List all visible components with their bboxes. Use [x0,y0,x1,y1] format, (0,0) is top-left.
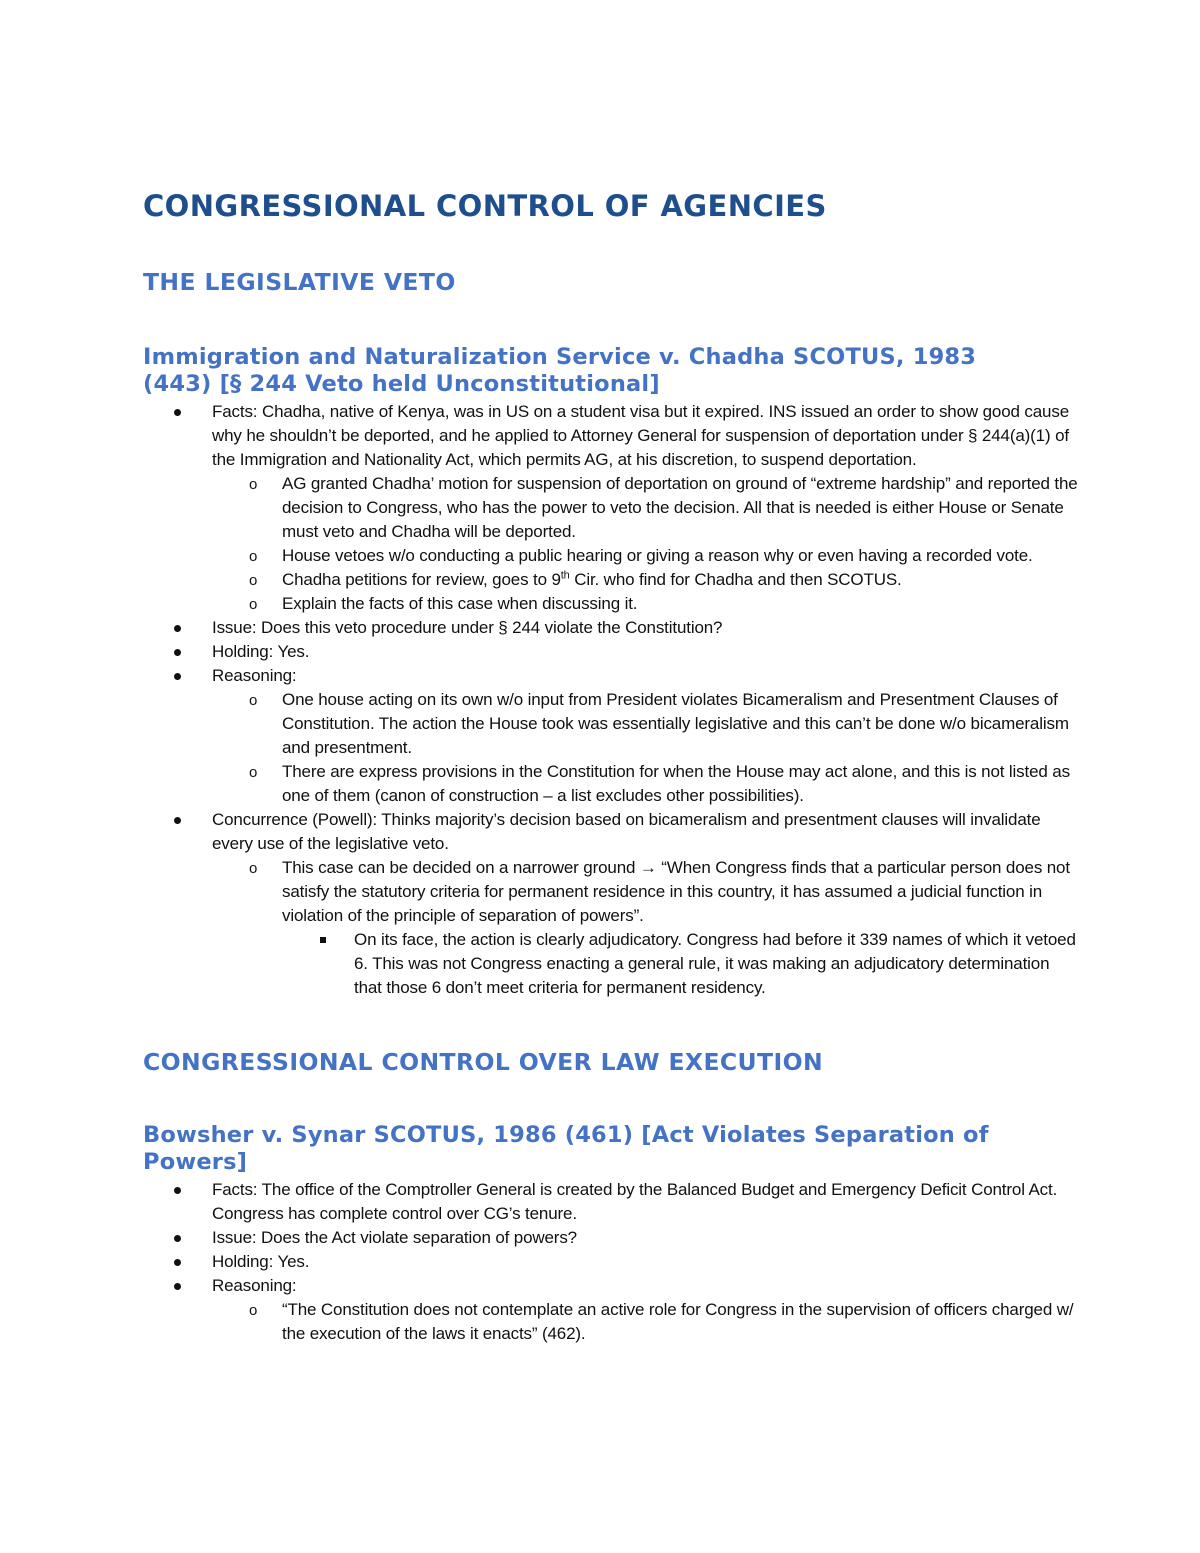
reasoning-sub-text: There are express provisions in the Constitution for when the House may act alone, and this is not listed as one of them (canon of construction – a list excludes other possibilities). [282,762,1070,805]
case-title-line2: (443) [§ 244 Veto held Unconstitutional] [143,371,660,397]
bullet-dot [174,1235,181,1242]
facts-sub-text: House vetoes w/o conducting a public hearing or giving a reason why or even having a recorded vote. [282,546,1033,565]
bullet-dot [174,1259,181,1266]
bullet-circle: o [249,476,258,493]
concurrence-sub-text: This case can be decided on a narrower ground → “When Congress finds that a particular person does not satisfy the statutory criteria for permanent residence in this country, it has assumed a judicial function in violation of the principle of separation of powers”. [282,858,1070,925]
list-item-concurrence-subsub [143,928,1080,1000]
case-title-chadha [143,344,1080,398]
list-item-concurrence-sub [143,856,1080,928]
list-item-facts-sub [143,544,1080,568]
issue-text: Issue: Does the Act violate separation of powers? [212,1228,577,1247]
list-item-issue [143,616,1080,640]
list-item-facts [143,400,1080,472]
bullet-circle: o [249,596,258,613]
bullet-dot [174,1187,181,1194]
list-item-reasoning-sub [143,760,1080,808]
case-title-line1: Bowsher v. Synar SCOTUS, 1986 (461) [Act Violates Separation of [143,1122,989,1148]
list-item-issue [143,1226,1080,1250]
case-title-line2: Powers] [143,1149,248,1175]
bullet-dot [174,625,181,632]
reasoning-sub-text: “The Constitution does not contemplate an active role for Congress in the supervision of officers charged w/ the execution of the laws it enacts” (462). [282,1300,1074,1343]
issue-text: Issue: Does this veto procedure under § 244 violate the Constitution? [212,618,723,637]
bullet-circle: o [249,692,258,709]
list-item-reasoning [143,664,1080,688]
section-heading-law-execution: CONGRESSIONAL CONTROL OVER LAW EXECUTION [143,1048,824,1076]
case-title-bowsher [143,1122,1080,1176]
bowsher-outline [143,1178,1080,1346]
bullet-circle: o [249,860,258,877]
chadha-outline [143,400,1080,1000]
case-title-line1: Immigration and Naturalization Service v. Chadha SCOTUS, 1983 [143,344,977,370]
list-item-facts-sub [143,568,1080,592]
facts-text: Facts: The office of the Comptroller General is created by the Balanced Budget and Emergency Deficit Control Act. Congress has complete control over CG’s tenure. [212,1180,1058,1223]
facts-sub-text: Explain the facts of this case when discussing it. [282,594,638,613]
document-title: CONGRESSIONAL CONTROL OF AGENCIES [143,189,827,223]
bullet-circle: o [249,764,258,781]
concurrence-subsub-text: On its face, the action is clearly adjudicatory. Congress had before it 339 names of which it vetoed 6. This was not Congress enacting a general rule, it was making an adjudicatory determination that those 6 don’t meet criteria for permanent residency. [354,930,1076,997]
bullet-dot [174,817,181,824]
reasoning-text: Reasoning: [212,666,297,685]
facts-sub-text-pre: Chadha petitions for review, goes to 9 [282,570,561,589]
facts-text: Facts: Chadha, native of Kenya, was in US on a student visa but it expired. INS issued an order to show good cause why he shouldn’t be deported, and he applied to Attorney General for suspension of deportation under § 244(a)(1) of the Immigration and Nationality Act, which permits AG, at his discretion, to suspend deportation. [212,402,1070,469]
bullet-square [320,937,326,943]
list-item-reasoning-sub [143,1298,1080,1346]
list-item-facts [143,1178,1080,1226]
reasoning-text: Reasoning: [212,1276,297,1295]
facts-sub-text-post: Cir. who find for Chadha and then SCOTUS. [569,570,902,589]
list-item-facts-sub [143,592,1080,616]
bullet-dot [174,649,181,656]
bullet-circle: o [249,548,258,565]
bullet-circle: o [249,1302,258,1319]
list-item-reasoning [143,1274,1080,1298]
bullet-circle: o [249,572,258,589]
list-item-facts-sub [143,472,1080,544]
bullet-dot [174,1283,181,1290]
bullet-dot [174,409,181,416]
superscript-th: th [560,569,570,582]
list-item-concurrence [143,808,1080,856]
list-item-holding [143,1250,1080,1274]
list-item-holding [143,640,1080,664]
holding-text: Holding: Yes. [212,642,310,661]
list-item-reasoning-sub [143,688,1080,760]
reasoning-sub-text: One house acting on its own w/o input from President violates Bicameralism and Presentment Clauses of Constitution. The action the House took was essentially legislative and this can’t be done w/o bicameralism and presentment. [282,690,1069,757]
concurrence-text: Concurrence (Powell): Thinks majority’s decision based on bicameralism and presentment clauses will invalidate every use of the legislative veto. [212,810,1041,853]
bullet-dot [174,673,181,680]
holding-text: Holding: Yes. [212,1252,310,1271]
facts-sub-text: AG granted Chadha’ motion for suspension of deportation on ground of “extreme hardship” and reported the decision to Congress, who has the power to veto the decision. All that is needed is either House or Senate must veto and Chadha will be deported. [282,474,1078,541]
section-heading-legislative-veto: THE LEGISLATIVE VETO [143,268,456,296]
